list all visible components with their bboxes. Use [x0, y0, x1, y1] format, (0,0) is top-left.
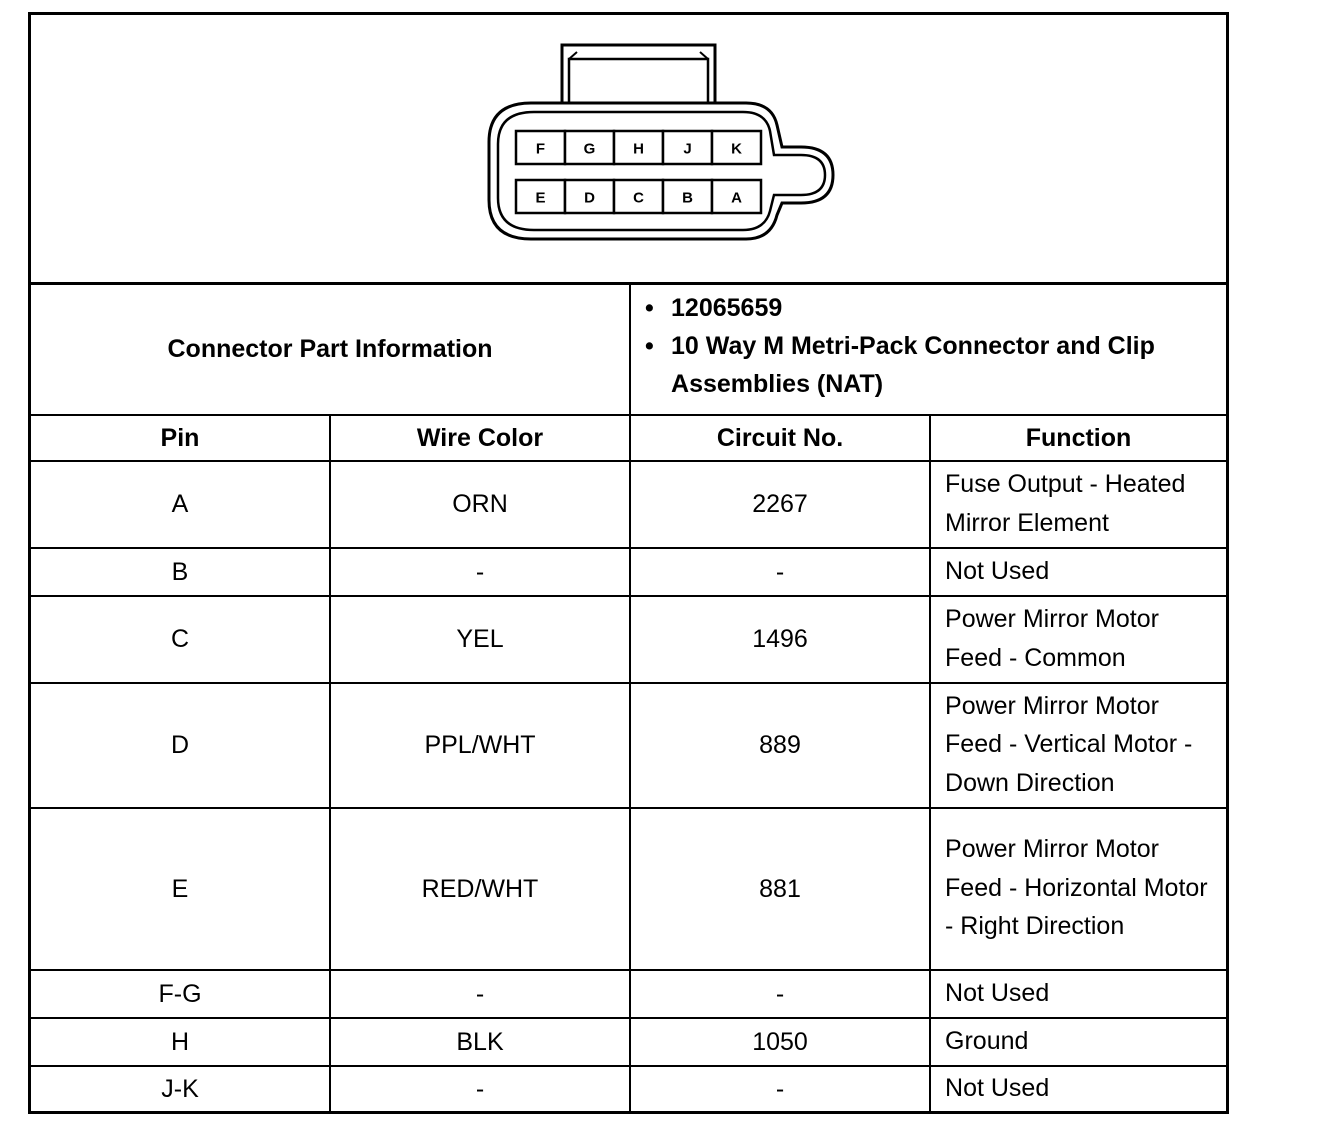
header-pin: Pin [31, 415, 330, 461]
part-info-values [630, 285, 1226, 415]
connector-sheet [28, 12, 1229, 1114]
connector-lock-tab [562, 45, 715, 103]
circuit-cell: 2267 [630, 461, 930, 548]
wire-color-cell: BLK [330, 1018, 630, 1066]
pin-cell: H [31, 1018, 330, 1066]
connector-body-outline [489, 103, 833, 239]
connector-face-diagram [31, 15, 1226, 283]
table-row [31, 808, 1226, 970]
connector-pin-d [565, 180, 614, 213]
wire-color-cell: YEL [330, 596, 630, 683]
pin-letter: K [731, 140, 742, 158]
pin-cell: D [31, 683, 330, 808]
circuit-cell: - [630, 970, 930, 1018]
table-row [31, 683, 1226, 808]
table-row [31, 461, 1226, 548]
connector-pin-f [516, 131, 565, 164]
table-row [31, 1018, 1226, 1066]
circuit-cell: 1050 [630, 1018, 930, 1066]
pin-cell: B [31, 548, 330, 596]
function-cell: Power Mirror Motor Feed - Horizontal Motor - Right Direction [930, 808, 1226, 970]
function-cell: Not Used [930, 970, 1226, 1018]
table-row [31, 1066, 1226, 1112]
pin-cell: A [31, 461, 330, 548]
part-info-row [31, 285, 1226, 415]
pin-cell: J-K [31, 1066, 330, 1112]
wire-color-cell: - [330, 970, 630, 1018]
function-cell: Fuse Output - Heated Mirror Element [930, 461, 1226, 548]
wire-color-cell: PPL/WHT [330, 683, 630, 808]
pin-letter: G [583, 140, 596, 158]
pin-cell: C [31, 596, 330, 683]
connector-pin-b [663, 180, 712, 213]
function-cell: Power Mirror Motor Feed - Common [930, 596, 1226, 683]
pin-letter: C [633, 189, 644, 207]
connector-pin-c [614, 180, 663, 213]
connector-pin-k [712, 131, 761, 164]
pin-letter: E [535, 189, 546, 207]
pin-letter: A [731, 189, 742, 207]
connector-pinout-table [31, 285, 1226, 1112]
pin-cell: E [31, 808, 330, 970]
part-number: 12065659 [671, 294, 783, 322]
pin-letter: F [535, 140, 546, 158]
table-row [31, 548, 1226, 596]
pin-letter: D [584, 189, 595, 207]
circuit-cell: - [630, 1066, 930, 1112]
table-row [31, 596, 1226, 683]
header-function: Function [930, 415, 1226, 461]
circuit-cell: 889 [630, 683, 930, 808]
header-wire-color: Wire Color [330, 415, 630, 461]
connector-drawing-area [31, 15, 1226, 285]
part-info-label: Connector Part Information [31, 285, 630, 415]
part-number-item: • 12065659 [645, 294, 783, 322]
connector-pin-h [614, 131, 663, 164]
wire-color-cell: ORN [330, 461, 630, 548]
wire-color-cell: - [330, 1066, 630, 1112]
function-cell: Not Used [930, 548, 1226, 596]
function-cell: Power Mirror Motor Feed - Vertical Motor - Down Direction [930, 683, 1226, 808]
part-description-item: • 10 Way M Metri-Pack Connector and Clip Assemblies (NAT) [645, 332, 1155, 398]
connector-pin-g [565, 131, 614, 164]
connector-pin-a [712, 180, 761, 213]
function-cell: Ground [930, 1018, 1226, 1066]
header-row [31, 415, 1226, 461]
connector-pin-j [663, 131, 712, 164]
circuit-cell: 1496 [630, 596, 930, 683]
circuit-cell: - [630, 548, 930, 596]
circuit-cell: 881 [630, 808, 930, 970]
pin-letter: H [633, 140, 644, 158]
header-circuit-no: Circuit No. [630, 415, 930, 461]
wire-color-cell: RED/WHT [330, 808, 630, 970]
function-cell: Not Used [930, 1066, 1226, 1112]
pin-cell: F-G [31, 970, 330, 1018]
pin-letter: J [683, 140, 692, 158]
pin-letter: B [682, 189, 693, 207]
part-description: 10 Way M Metri-Pack Connector and Clip Assemblies (NAT) [671, 332, 1155, 398]
connector-pin-e [516, 180, 565, 213]
wire-color-cell: - [330, 548, 630, 596]
table-row [31, 970, 1226, 1018]
